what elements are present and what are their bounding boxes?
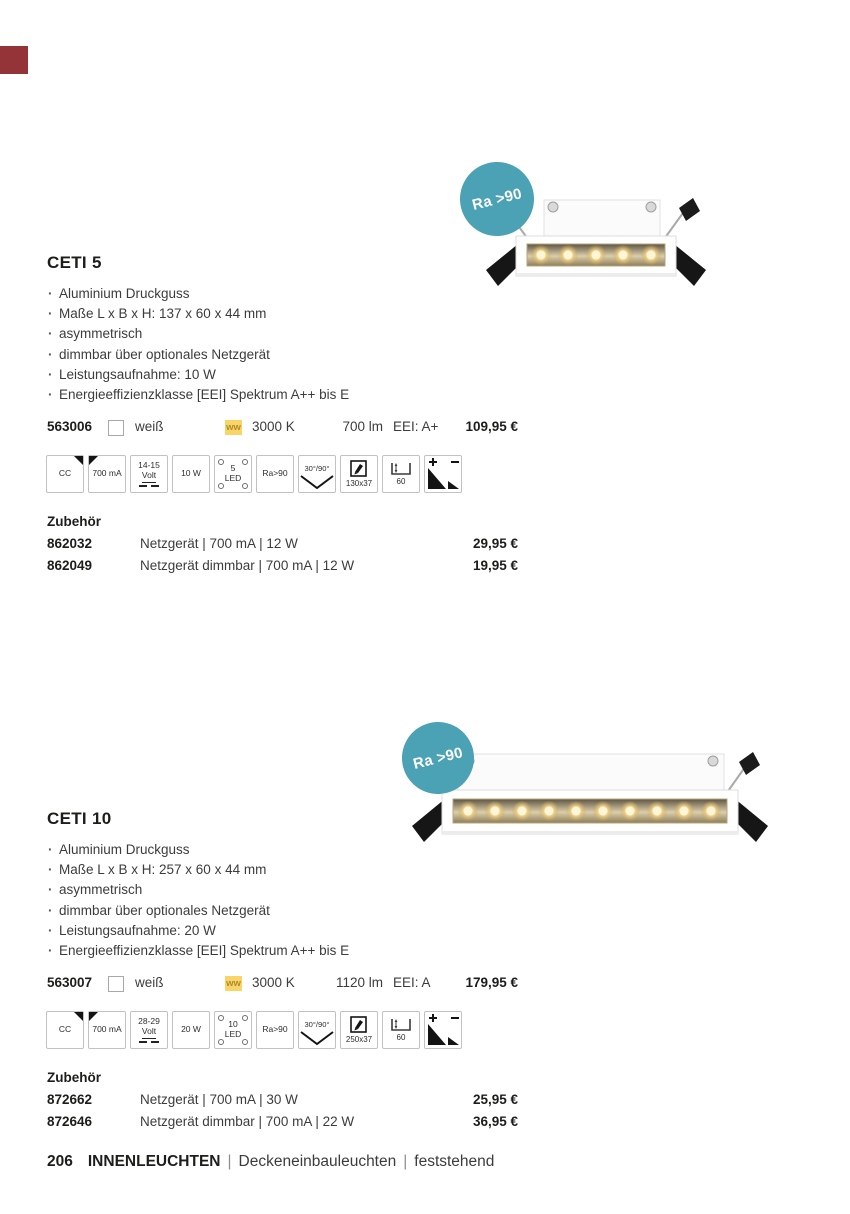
power-icon: 20 W [172,1011,210,1049]
color-name: weiß [135,975,164,990]
corner-triangle-icon [74,456,83,465]
screw-icon [218,1015,224,1021]
accessory-description: Netzgerät dimmbar | 700 mA | 12 W [140,558,355,573]
screw-icon [242,459,248,465]
spec-item: · Aluminium Druckguss [47,284,349,304]
dimmable-icon [424,455,462,493]
screw-icon [218,459,224,465]
page-number: 206 [47,1153,73,1170]
accessory-sku: 862049 [47,558,93,573]
page-edge-marker [0,46,28,74]
accessories-heading: Zubehör [47,1070,101,1085]
accessory-row [47,1092,518,1110]
accessory-row [47,1114,518,1132]
screw-icon [218,483,224,489]
color-temperature: 3000 K [252,975,295,990]
spec-item: · dimmbar über optionales Netzgerät [47,901,349,921]
recess-bracket-icon [389,461,413,476]
feature-icon-row [46,1011,462,1049]
cutout-pen-icon [350,460,368,478]
accessory-price: 25,95 € [472,1092,518,1107]
accessory-price: 19,95 € [472,558,518,573]
dimmable-icon [424,1011,462,1049]
price: 179,95 € [465,975,518,990]
product-title: CETI 5 [47,253,102,272]
footer-category: INNENLEUCHTEN [87,1153,221,1170]
color-temperature: 3000 K [252,419,295,434]
accessory-description: Netzgerät | 700 mA | 30 W [140,1092,298,1107]
feature-icon-row [46,455,462,493]
spec-list [47,840,349,961]
cri-badge-label: Ra >90 [411,743,465,773]
accessory-description: Netzgerät | 700 mA | 12 W [140,536,298,551]
price: 109,95 € [465,419,518,434]
spec-item: · Energieeffizienzklasse [EEI] Spektrum A++ bis E [47,941,349,961]
dimming-curve-icon [426,457,460,491]
ceiling-cutout-icon: 250x37 [340,1011,378,1049]
variant-row [47,419,518,437]
spec-item: · Maße L x B x H: 137 x 60 x 44 mm [47,304,349,324]
screw-icon [242,483,248,489]
color-swatch-white [108,420,124,436]
spec-item: · asymmetrisch [47,880,349,900]
spec-item: · asymmetrisch [47,324,349,344]
accessories-heading: Zubehör [47,514,101,529]
accessory-sku: 862032 [47,536,93,551]
screw-icon [218,1039,224,1045]
cri-badge-label: Ra >90 [470,184,524,214]
product-section-ceti-10 [47,809,518,1139]
luminous-flux: 1120 lm [335,975,383,990]
operating-current-icon: 700 mA [88,1011,126,1049]
constant-current-icon: CC [46,1011,84,1049]
beam-angle-icon: 30°/90° [298,455,336,493]
footer-separator: | [227,1153,232,1170]
luminous-flux: 700 lm [342,419,383,434]
recess-depth-icon: 60 [382,1011,420,1049]
corner-triangle-icon [89,1012,98,1021]
spec-item: · Leistungsaufnahme: 10 W [47,365,349,385]
accessory-price: 36,95 € [472,1114,518,1129]
screw-icon [242,1039,248,1045]
energy-class: EEI: A [393,975,431,990]
beam-chevron-icon [300,1031,334,1045]
led-count-icon: 10 LED [214,1011,252,1049]
voltage-bars-icon [139,485,159,487]
product-title: CETI 10 [47,809,112,828]
accessory-row [47,558,518,576]
variant-row [47,975,518,993]
recess-depth-icon: 60 [382,455,420,493]
power-icon: 10 W [172,455,210,493]
beam-chevron-icon [300,475,334,489]
energy-class: EEI: A+ [393,419,439,434]
spec-item: · Aluminium Druckguss [47,840,349,860]
accessory-price: 29,95 € [472,536,518,551]
spec-list [47,284,349,405]
accessory-sku: 872662 [47,1092,93,1107]
warm-white-badge: ww [226,422,241,433]
cutout-pen-icon [350,1016,368,1034]
operating-current-icon: 700 mA [88,455,126,493]
led-count-icon: 5 LED [214,455,252,493]
accessory-row [47,536,518,554]
warm-white-badge: ww [226,978,241,989]
corner-triangle-icon [89,456,98,465]
dimming-curve-icon [426,1013,460,1047]
voltage-bars-icon [139,1041,159,1043]
spec-item: · Energieeffizienzklasse [EEI] Spektrum A++ bis E [47,385,349,405]
screw-icon [242,1015,248,1021]
voltage-icon: 28-29 Volt [130,1011,168,1049]
cri-icon: Ra>90 [256,1011,294,1049]
article-number: 563006 [47,419,93,434]
color-name: weiß [135,419,164,434]
corner-triangle-icon [74,1012,83,1021]
footer-breadcrumb: Deckeneinbauleuchten [238,1153,397,1170]
color-swatch-white [108,976,124,992]
footer-separator: | [403,1153,408,1170]
constant-current-icon: CC [46,455,84,493]
accessory-sku: 872646 [47,1114,93,1129]
spec-item: · Leistungsaufnahme: 20 W [47,921,349,941]
article-number: 563007 [47,975,93,990]
page-footer [47,1153,494,1171]
ceiling-cutout-icon: 130x37 [340,455,378,493]
cri-icon: Ra>90 [256,455,294,493]
footer-breadcrumb: feststehend [414,1153,495,1170]
voltage-icon: 14-15 Volt [130,455,168,493]
product-section-ceti-5 [47,253,518,583]
accessory-description: Netzgerät dimmbar | 700 mA | 22 W [140,1114,355,1129]
spec-item: · Maße L x B x H: 257 x 60 x 44 mm [47,860,349,880]
beam-angle-icon: 30°/90° [298,1011,336,1049]
spec-item: · dimmbar über optionales Netzgerät [47,345,349,365]
recess-bracket-icon [389,1017,413,1032]
